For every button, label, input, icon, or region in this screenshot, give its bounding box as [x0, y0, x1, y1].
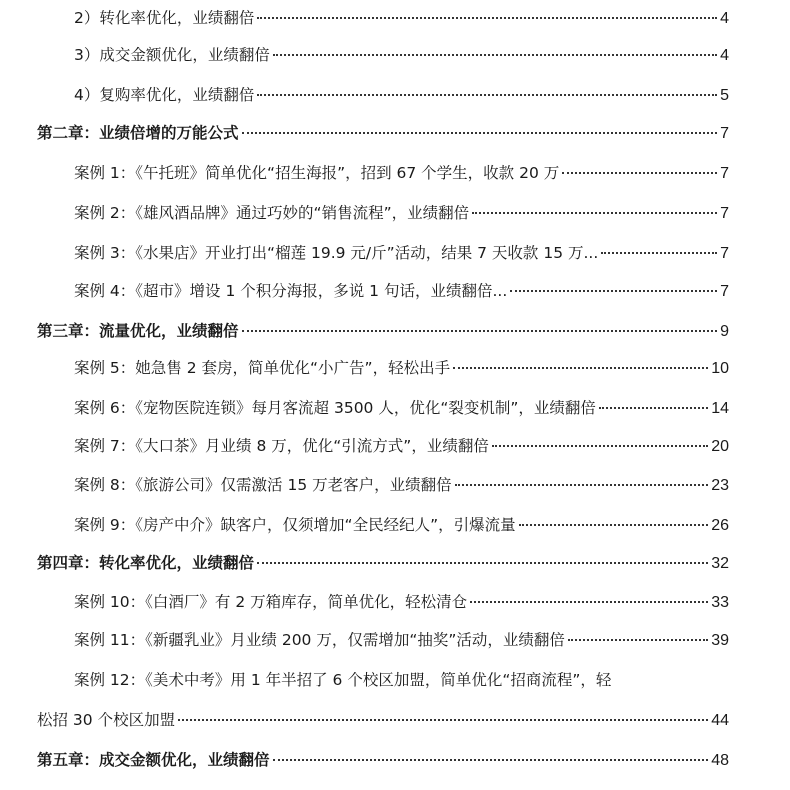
toc-entry-case-3 [0, 238, 790, 268]
toc-entry-case-4 [0, 276, 790, 306]
dot-leader [242, 330, 718, 332]
dot-leader [178, 719, 708, 721]
toc-entry-title: 松招 30 个校区加盟 [37, 711, 176, 729]
dot-leader [257, 17, 717, 19]
dot-leader [510, 290, 717, 292]
toc-entry-title: 案例 8：《旅游公司》仅需激活 15 万老客户，业绩翻倍 [74, 476, 452, 494]
toc-entry-case-9 [0, 510, 790, 540]
toc-entry-case-5 [0, 353, 790, 383]
toc-entry-section-3 [0, 40, 790, 70]
toc-entry-page: 7 [720, 205, 729, 222]
toc-entry-case-2 [0, 198, 790, 228]
toc-chapter-title: 第二章：业绩倍增的万能公式 [37, 124, 239, 142]
toc-entry-title: 案例 4：《超市》增设 1 个积分海报，多说 1 句话，业绩翻倍... [74, 282, 508, 300]
toc-entry-title: 案例 6：《宠物医院连锁》每月客流超 3500 人，优化“裂变机制”，业绩翻倍 [74, 399, 596, 417]
toc-entry-section-4 [0, 80, 790, 110]
dot-leader [242, 132, 718, 134]
dot-leader [257, 94, 717, 96]
toc-entry-title: 4）复购率优化，业绩翻倍 [74, 86, 255, 104]
toc-entry-title: 案例 7：《大口茶》月业绩 8 万，优化“引流方式”，业绩翻倍 [74, 437, 489, 455]
toc-chapter-title: 第三章：流量优化，业绩翻倍 [37, 322, 239, 340]
toc-entry-case-10 [0, 587, 790, 617]
toc-chapter-title: 第四章：转化率优化，业绩翻倍 [37, 554, 255, 572]
toc-entry-title: 3）成交金额优化，业绩翻倍 [74, 46, 270, 64]
toc-entry-page: 5 [720, 87, 729, 104]
dot-leader [601, 252, 717, 254]
dot-leader [492, 445, 708, 447]
dot-leader [455, 484, 709, 486]
dot-leader [273, 759, 709, 761]
toc-entry-section-2 [0, 3, 790, 33]
toc-entry-page: 4 [720, 10, 729, 27]
toc-entry-page: 33 [711, 594, 729, 611]
toc-entry-page: 23 [711, 477, 729, 494]
toc-entry-page: 4 [720, 47, 729, 64]
toc-entry-page: 39 [711, 632, 729, 649]
toc-entry-title: 案例 12：《美术中考》用 1 年半招了 6 个校区加盟，简单优化“招商流程”，轻 [74, 671, 612, 689]
toc-entry-title: 案例 11：《新疆乳业》月业绩 200 万，仅需增加“抽奖”活动，业绩翻倍 [74, 631, 565, 649]
toc-entry-title: 案例 1：《午托班》简单优化“招生海报”，招到 67 个学生，收款 20 万 [74, 164, 560, 182]
toc-entry-case-8 [0, 470, 790, 500]
toc-entry-page: 26 [711, 517, 729, 534]
toc-chapter-page: 9 [720, 323, 729, 340]
toc-chapter-page: 7 [720, 125, 729, 142]
toc-chapter-5 [0, 745, 790, 775]
toc-entry-case-11 [0, 625, 790, 655]
toc-chapter-4 [0, 548, 790, 578]
toc-entry-case-12-continued [0, 705, 790, 735]
toc-entry-title: 案例 5：她急售 2 套房，简单优化“小广告”，轻松出手 [74, 359, 451, 377]
toc-chapter-2 [0, 118, 790, 148]
dot-leader [472, 212, 717, 214]
toc-entry-case-12 [0, 665, 790, 695]
dot-leader [470, 601, 708, 603]
toc-entry-page: 7 [720, 165, 729, 182]
dot-leader [453, 367, 708, 369]
toc-entry-title: 案例 2：《雄风酒品牌》通过巧妙的“销售流程”，业绩翻倍 [74, 204, 470, 222]
toc-chapter-3 [0, 316, 790, 346]
toc-entry-page: 14 [711, 400, 729, 417]
dot-leader [519, 524, 709, 526]
dot-leader [273, 54, 717, 56]
dot-leader [562, 172, 717, 174]
dot-leader [568, 639, 708, 641]
toc-entry-page: 7 [720, 283, 729, 300]
toc-entry-case-1 [0, 158, 790, 188]
toc-entry-title: 2）转化率优化，业绩翻倍 [74, 9, 255, 27]
toc-chapter-page: 48 [711, 752, 729, 769]
toc-entry-case-7 [0, 431, 790, 461]
toc-chapter-title: 第五章：成交金额优化，业绩翻倍 [37, 751, 270, 769]
dot-leader [599, 407, 708, 409]
toc-entry-title: 案例 3：《水果店》开业打出“榴莲 19.9 元/斤”活动，结果 7 天收款 15 万... [74, 244, 599, 262]
toc-entry-page: 7 [720, 245, 729, 262]
dot-leader [257, 562, 708, 564]
toc-entry-page: 44 [711, 712, 729, 729]
toc-entry-page: 10 [711, 360, 729, 377]
toc-entry-case-6 [0, 393, 790, 423]
toc-chapter-page: 32 [711, 555, 729, 572]
toc-entry-page: 20 [711, 438, 729, 455]
toc-entry-title: 案例 9：《房产中介》缺客户，仅须增加“全民经纪人”，引爆流量 [74, 516, 516, 534]
toc-entry-title: 案例 10：《白酒厂》有 2 万箱库存，简单优化，轻松清仓 [74, 593, 468, 611]
